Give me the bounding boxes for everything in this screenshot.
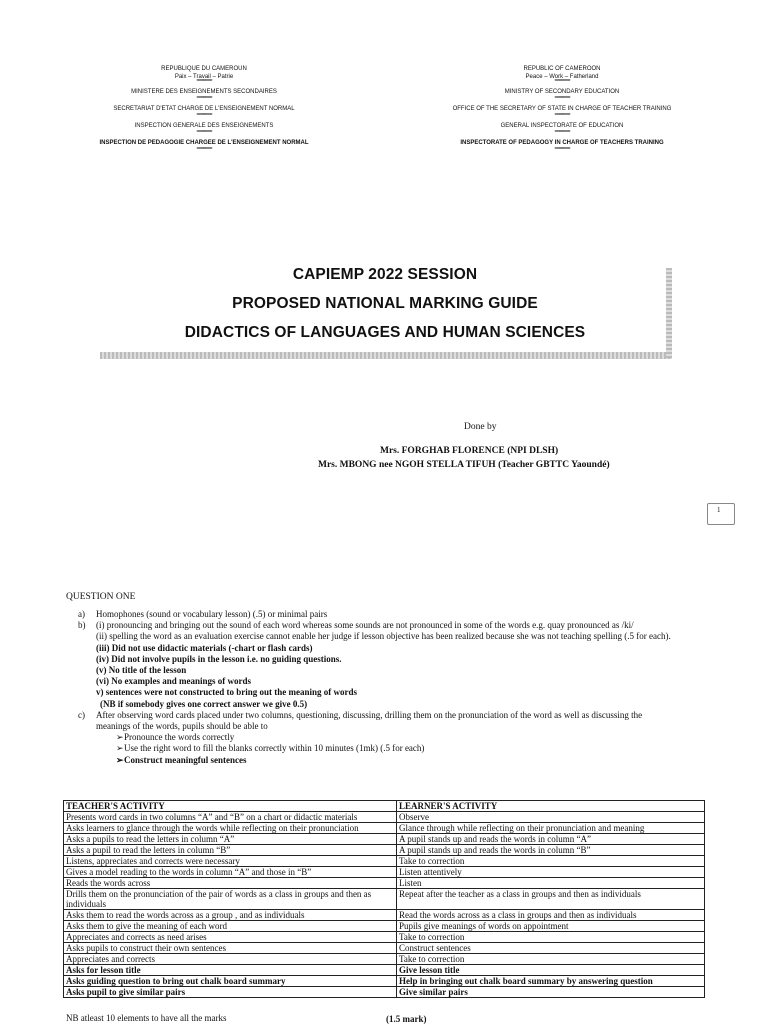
learner-cell: Help in bringing out chalk board summary by answering question bbox=[397, 976, 705, 987]
header-separator: **************** bbox=[196, 147, 212, 153]
header-separator: **************** bbox=[196, 96, 212, 102]
session-title: CAPIEMP 2022 SESSION bbox=[292, 266, 478, 283]
table-row bbox=[64, 910, 705, 921]
learner-cell: Read the words across as a class in groups and then as individuals bbox=[397, 910, 705, 921]
learner-cell: Construct sentences bbox=[397, 943, 705, 954]
title-shadow-side bbox=[666, 268, 672, 358]
header-separator: **************** bbox=[196, 130, 212, 136]
table-row bbox=[64, 823, 705, 834]
teacher-cell: Appreciates and corrects bbox=[64, 954, 397, 965]
teacher-cell: Asks for lesson title bbox=[64, 965, 397, 976]
arrow-bullet-icon: ➢ bbox=[116, 754, 124, 765]
answer-b-v: (v) No title of the lesson bbox=[96, 665, 187, 676]
footer-note: NB atleast 10 elements to have all the marks bbox=[66, 1013, 227, 1023]
header-left-line: MINISTERE DES ENSEIGNEMENTS SECONDAIRES bbox=[131, 89, 277, 95]
item-label: a) bbox=[78, 609, 85, 619]
title-shadow-bottom bbox=[100, 352, 672, 359]
learner-cell: Listen attentively bbox=[397, 867, 705, 878]
table-row bbox=[64, 845, 705, 856]
header-left-block bbox=[88, 66, 320, 153]
header-left-line: Paix – Travail – Patrie bbox=[174, 74, 234, 80]
teacher-cell: Appreciates and corrects as need arises bbox=[64, 932, 397, 943]
table-row bbox=[64, 921, 705, 932]
answer-b-iv: (iv) Did not involve pupils in the lesson i.e. no guiding questions. bbox=[96, 653, 342, 664]
learner-cell: Give similar pairs bbox=[397, 987, 705, 998]
answer-b-v2: v) sentences were not constructed to bring out the meaning of words bbox=[96, 687, 358, 698]
answer-c bbox=[66, 710, 706, 721]
table-row bbox=[64, 834, 705, 845]
learner-cell: Glance through while reflecting on their pronunciation and meaning bbox=[397, 823, 705, 834]
item-text: After observing word cards placed under two columns, questioning, discussing, drilling them on the pronunciation of the word as well as discussing the bbox=[96, 709, 643, 720]
author-1: Mrs. FORGHAB FLORENCE (NPI DLSH) bbox=[380, 446, 559, 456]
table-row bbox=[64, 889, 705, 910]
header-separator: **************** bbox=[196, 113, 212, 119]
question-body bbox=[66, 609, 706, 766]
header-right-line: Peace – Work – Fatherland bbox=[525, 74, 599, 80]
teacher-cell: Asks pupil to give similar pairs bbox=[64, 987, 397, 998]
learner-cell: Pupils give meanings of words on appointment bbox=[397, 921, 705, 932]
item-text: Homophones (sound or vocabulary lesson) (.5) or minimal pairs bbox=[96, 609, 328, 619]
header-separator: **************** bbox=[554, 79, 570, 85]
learner-cell: Take to correction bbox=[397, 932, 705, 943]
objective-bullet bbox=[66, 732, 706, 743]
teacher-cell: Asks them to give the meaning of each word bbox=[64, 921, 397, 932]
teacher-cell: Asks learners to glance through the words while reflecting on their pronunciation bbox=[64, 823, 397, 834]
table-row bbox=[64, 987, 705, 998]
arrow-bullet-icon: ➢ bbox=[116, 732, 124, 743]
answer-b bbox=[66, 620, 706, 631]
teacher-cell: Asks a pupils to read the letters in column “A” bbox=[64, 834, 397, 845]
learner-cell: Take to correction bbox=[397, 954, 705, 965]
activity-table bbox=[63, 800, 705, 998]
learner-cell: Take to correction bbox=[397, 856, 705, 867]
answer-c-cont: meanings of the words, pupils should be able to bbox=[96, 721, 268, 732]
answer-b-ii: (ii) spelling the word as an evaluation exercise cannot enable her judge if lesson objective has been realized because she was not teaching spelling (.5 for each). bbox=[96, 631, 671, 642]
learner-cell: Observe bbox=[397, 812, 705, 823]
guide-title: PROPOSED NATIONAL MARKING GUIDE bbox=[232, 295, 538, 312]
page-number: 1 bbox=[717, 506, 721, 514]
answer-b-vi: (vi) No examples and meanings of words bbox=[96, 676, 252, 687]
footer-mark: (1.5 mark) bbox=[386, 1014, 427, 1024]
header-right-line: OFFICE OF THE SECRETARY OF STATE IN CHARGE OF TEACHER TRAINING bbox=[452, 106, 672, 112]
table-row bbox=[64, 856, 705, 867]
bullet-text: Pronounce the words correctly bbox=[124, 732, 235, 743]
learner-cell: Give lesson title bbox=[397, 965, 705, 976]
header-right-line: GENERAL INSPECTORATE OF EDUCATION bbox=[500, 123, 624, 129]
teacher-cell: Reads the words across bbox=[64, 878, 397, 889]
teacher-cell: Asks guiding question to bring out chalk board summary bbox=[64, 976, 397, 987]
table-row bbox=[64, 867, 705, 878]
header-left-line: INSPECTION DE PEDAGOGIE CHARGEE DE L'ENSEIGNEMENT NORMAL bbox=[99, 140, 309, 146]
header-separator: **************** bbox=[554, 130, 570, 136]
teacher-cell: Presents word cards in two columns “A” and “B” on a chart or didactic materials bbox=[64, 812, 397, 823]
header-left-line: SECRETARIAT D'ETAT CHARGE DE L'ENSEIGNEMENT NORMAL bbox=[113, 106, 295, 112]
table-row bbox=[64, 812, 705, 823]
answer-b-note: (NB if somebody gives one correct answer we give 0.5) bbox=[100, 698, 308, 709]
table-row bbox=[64, 976, 705, 987]
header-separator: **************** bbox=[196, 79, 212, 85]
header-right-block bbox=[446, 66, 678, 153]
header-separator: **************** bbox=[554, 113, 570, 119]
header-left-line: INSPECTION GENERALE DES ENSEIGNEMENTS bbox=[134, 123, 274, 129]
arrow-bullet-icon: ➢ bbox=[116, 743, 124, 754]
objective-bullet bbox=[66, 743, 706, 754]
teacher-cell: Drills them on the pronunciation of the pair of words as a class in groups and then as individuals bbox=[64, 889, 397, 910]
header-right-line: REPUBLIC OF CAMEROON bbox=[523, 66, 601, 72]
teacher-cell: Listens, appreciates and corrects were necessary bbox=[64, 856, 397, 867]
header-right-line: INSPECTORATE OF PEDAGOGY IN CHARGE OF TEACHERS TRAINING bbox=[460, 140, 664, 146]
header-separator: **************** bbox=[554, 96, 570, 102]
objective-bullet bbox=[66, 755, 706, 766]
title-block bbox=[100, 260, 672, 360]
item-label: b) bbox=[78, 620, 86, 631]
learner-cell: A pupil stands up and reads the words in column “B” bbox=[397, 845, 705, 856]
table-row bbox=[64, 943, 705, 954]
table-row bbox=[64, 954, 705, 965]
done-by-label: Done by bbox=[464, 422, 497, 432]
page-number-icon bbox=[707, 503, 735, 525]
teacher-cell: Asks them to read the words across as a group , and as individuals bbox=[64, 910, 397, 921]
author-2: Mrs. MBONG nee NGOH STELLA TIFUH (Teacher GBTTC Yaoundé) bbox=[318, 460, 610, 470]
table-row bbox=[64, 932, 705, 943]
answer-b-iii: (iii) Did not use didactic materials (-chart or flash cards) bbox=[96, 642, 313, 653]
bullet-text: Construct meaningful sentences bbox=[124, 754, 247, 765]
answer-a bbox=[66, 609, 706, 620]
table-row bbox=[64, 965, 705, 976]
table-header-row bbox=[64, 801, 705, 812]
item-label: c) bbox=[78, 709, 85, 720]
learner-activity-header: LEARNER'S ACTIVITY bbox=[397, 801, 705, 812]
header-separator: **************** bbox=[554, 147, 570, 153]
header-right-line: MINISTRY OF SECONDARY EDUCATION bbox=[504, 89, 620, 95]
teacher-cell: Asks pupils to construct their own sentences bbox=[64, 943, 397, 954]
bullet-text: Use the right word to fill the blanks correctly within 10 minutes (1mk) (.5 for each) bbox=[124, 743, 425, 754]
teacher-cell: Gives a model reading to the words in column “A” and those in “B” bbox=[64, 867, 397, 878]
header-left-line: REPUBLIQUE DU CAMEROUN bbox=[161, 66, 247, 72]
learner-cell: A pupil stands up and reads the words in column “A” bbox=[397, 834, 705, 845]
learner-cell: Listen bbox=[397, 878, 705, 889]
table-row bbox=[64, 878, 705, 889]
teacher-activity-header: TEACHER'S ACTIVITY bbox=[64, 801, 397, 812]
item-text: (i) pronouncing and bringing out the sound of each word whereas some sounds are not pronounced in some of the words e.g. quay pronounced as /ki/ bbox=[96, 620, 634, 631]
question-title: QUESTION ONE bbox=[66, 592, 136, 602]
subject-title: DIDACTICS OF LANGUAGES AND HUMAN SCIENCES bbox=[184, 324, 586, 341]
learner-cell: Repeat after the teacher as a class in groups and then as individuals bbox=[397, 889, 705, 910]
teacher-cell: Asks a pupil to read the letters in column “B” bbox=[64, 845, 397, 856]
